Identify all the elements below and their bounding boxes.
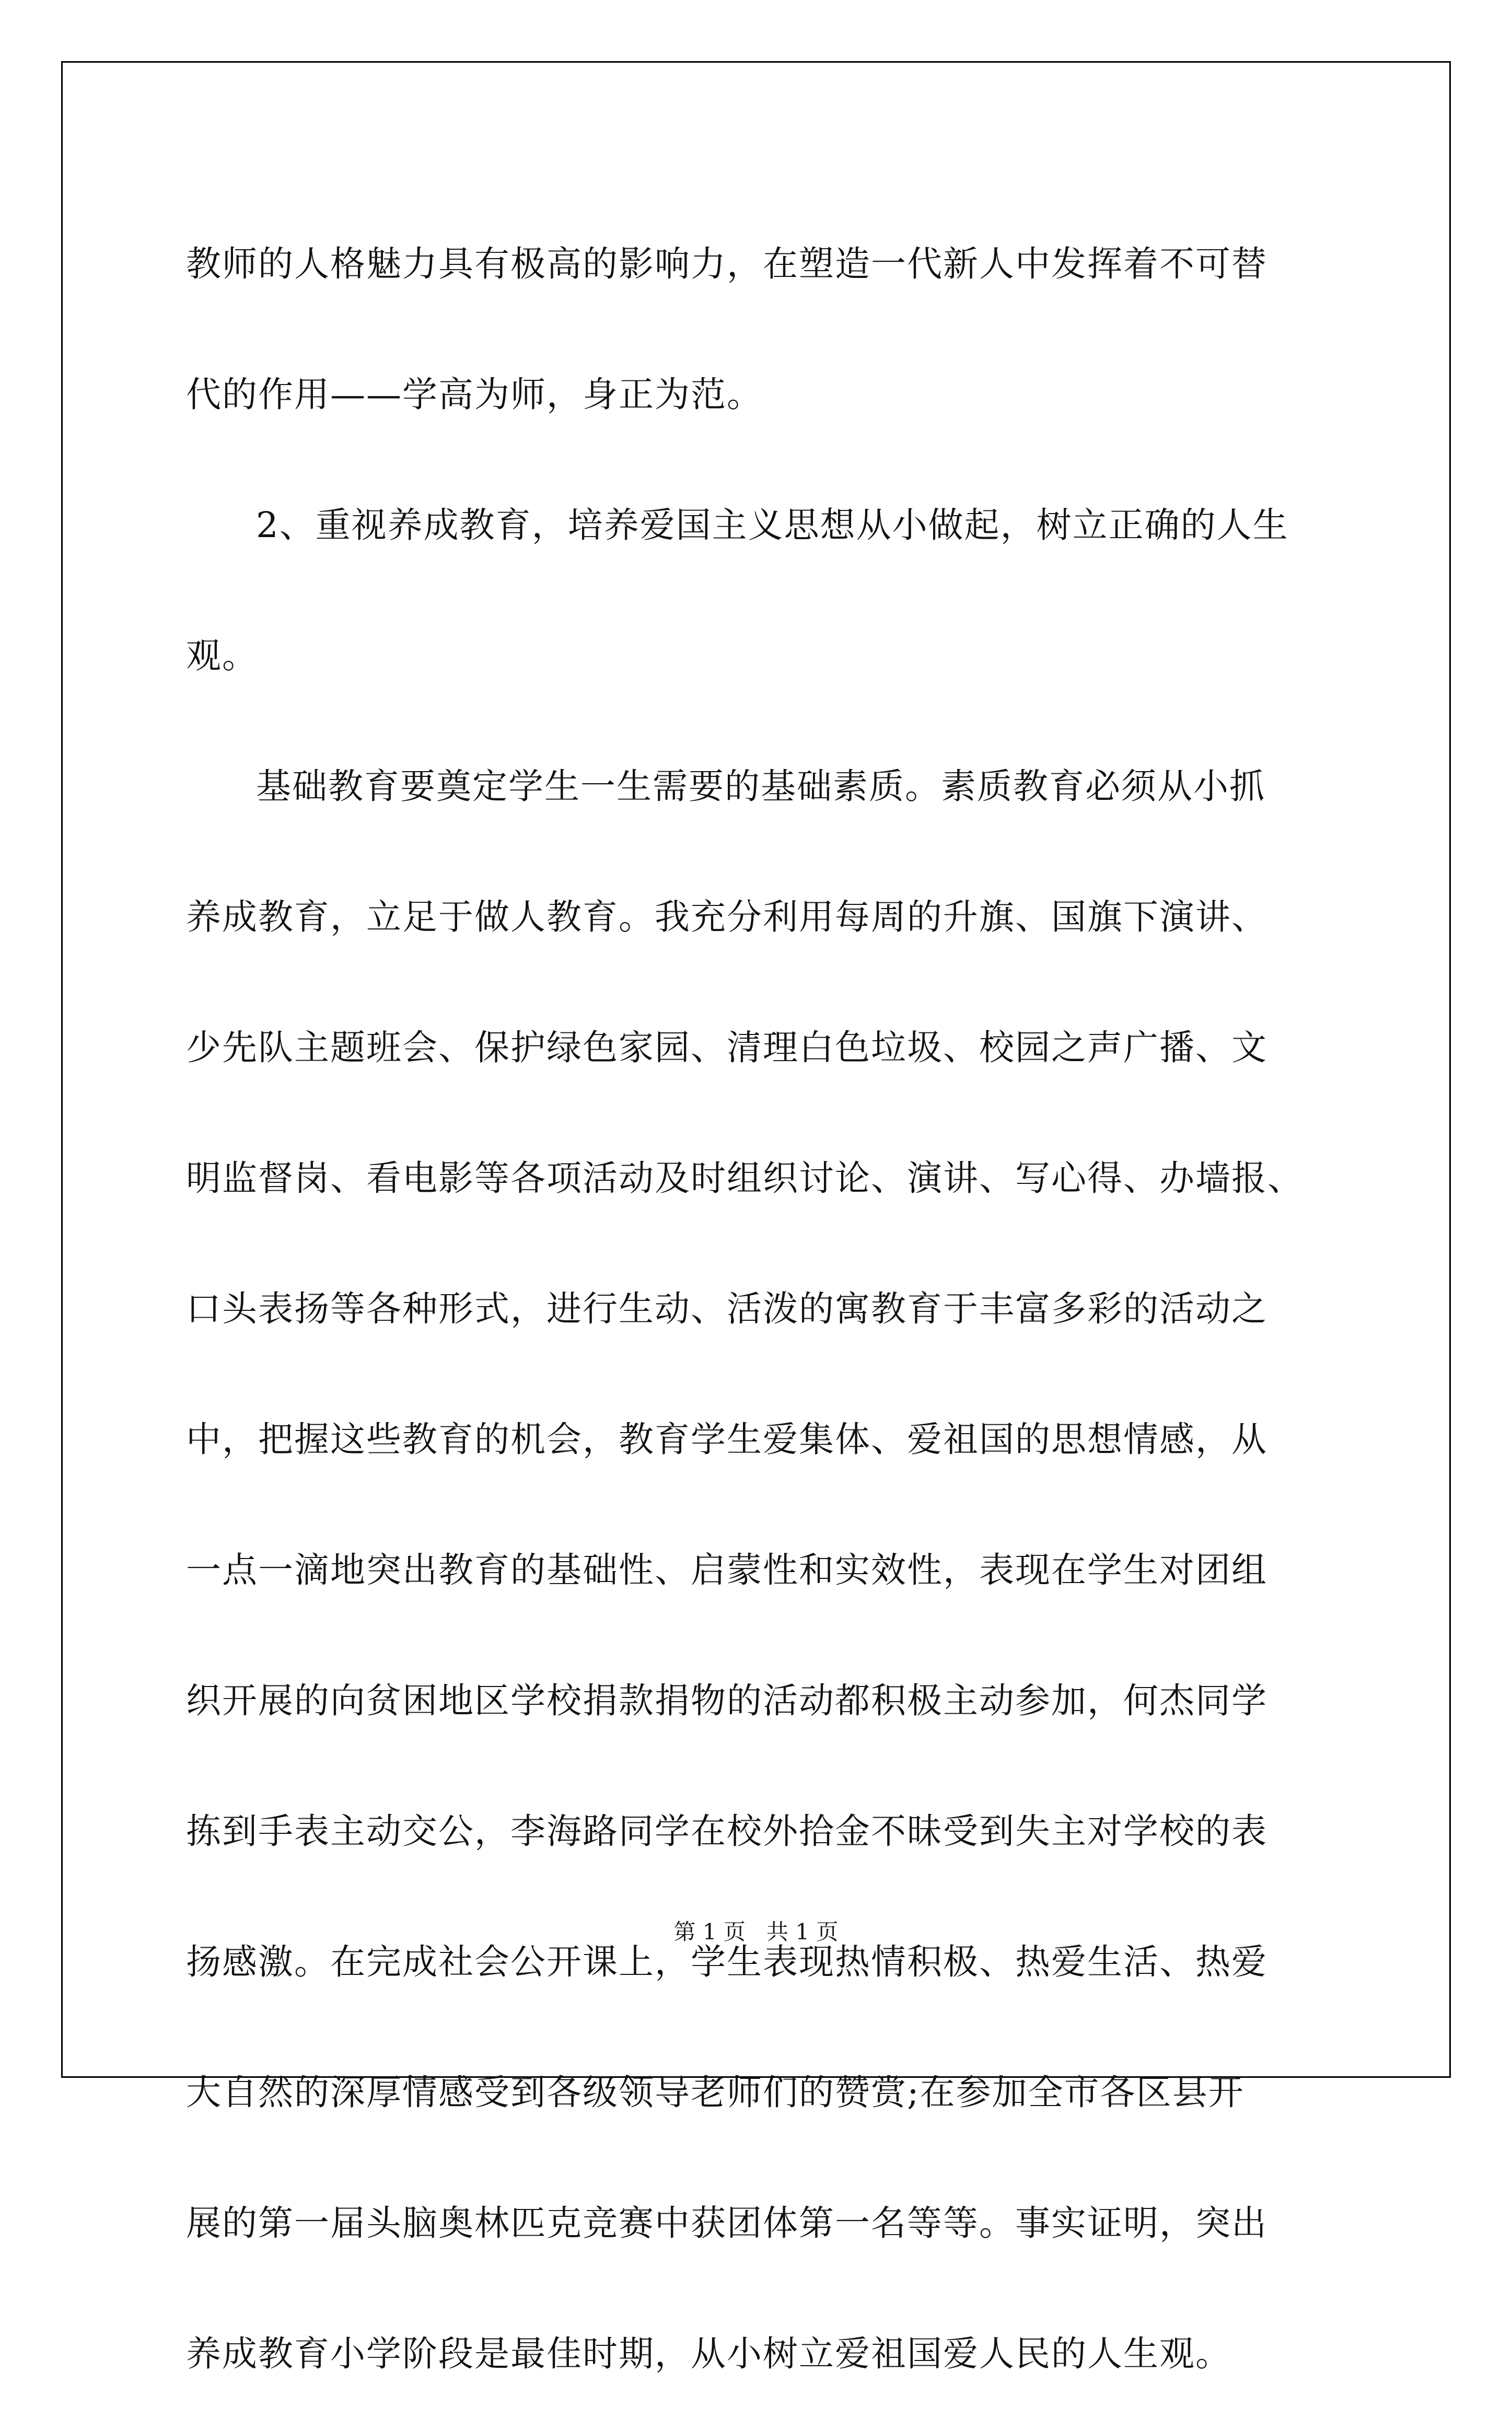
text-line-9: 口头表扬等各种形式，进行生动、活泼的寓教育于丰富多彩的活动之 bbox=[186, 1288, 1267, 1329]
text-line-7: 少先队主题班会、保护绿色家园、清理白色垃圾、校园之声广播、文 bbox=[186, 1027, 1267, 1068]
text-line-17: 养成教育小学阶段是最佳时期，从小树立爱祖国爱人民的人生观。 bbox=[186, 2333, 1231, 2374]
text-line-5: 基础教育要奠定学生一生需要的基础素质。素质教育必须从小抓 bbox=[256, 766, 1265, 807]
text-line-10: 中，把握这些教育的机会，教育学生爱集体、爱祖国的思想情感，从 bbox=[186, 1419, 1267, 1460]
text-line-3: 2、重视养成教育，培养爱国主义思想从小做起，树立正确的人生 bbox=[256, 505, 1289, 545]
text-line-2: 代的作用——学高为师，身正为范。 bbox=[186, 374, 763, 415]
page-footer: 第 1 页 共 1 页 bbox=[673, 1919, 839, 1945]
text-line-15: 大自然的深厚情感受到各级领导老师们的赞赏;在参加全市各区县开 bbox=[186, 2072, 1245, 2113]
text-line-11: 一点一滴地突出教育的基础性、启蒙性和实效性，表现在学生对团组 bbox=[186, 1550, 1267, 1590]
text-line-12: 织开展的向贫困地区学校捐款捐物的活动都积极主动参加，何杰同学 bbox=[186, 1680, 1267, 1721]
text-line-14: 扬感激。在完成社会公开课上，学生表现热情积极、热爱生活、热爱 bbox=[186, 1941, 1267, 1982]
text-line-16: 展的第一届头脑奥林匹克竞赛中获团体第一名等等。事实证明，突出 bbox=[186, 2203, 1267, 2243]
text-line-6: 养成教育，立足于做人教育。我充分利用每周的升旗、国旗下演讲、 bbox=[186, 897, 1267, 937]
text-line-1: 教师的人格魅力具有极高的影响力，在塑造一代新人中发挥着不可替 bbox=[186, 243, 1267, 284]
text-line-8: 明监督岗、看电影等各项活动及时组织讨论、演讲、写心得、办墙报、 bbox=[186, 1158, 1304, 1199]
text-line-4: 观。 bbox=[186, 635, 258, 676]
text-line-13: 拣到手表主动交公，李海路同学在校外拾金不昧受到失主对学校的表 bbox=[186, 1811, 1267, 1852]
document-body bbox=[186, 199, 1382, 2419]
